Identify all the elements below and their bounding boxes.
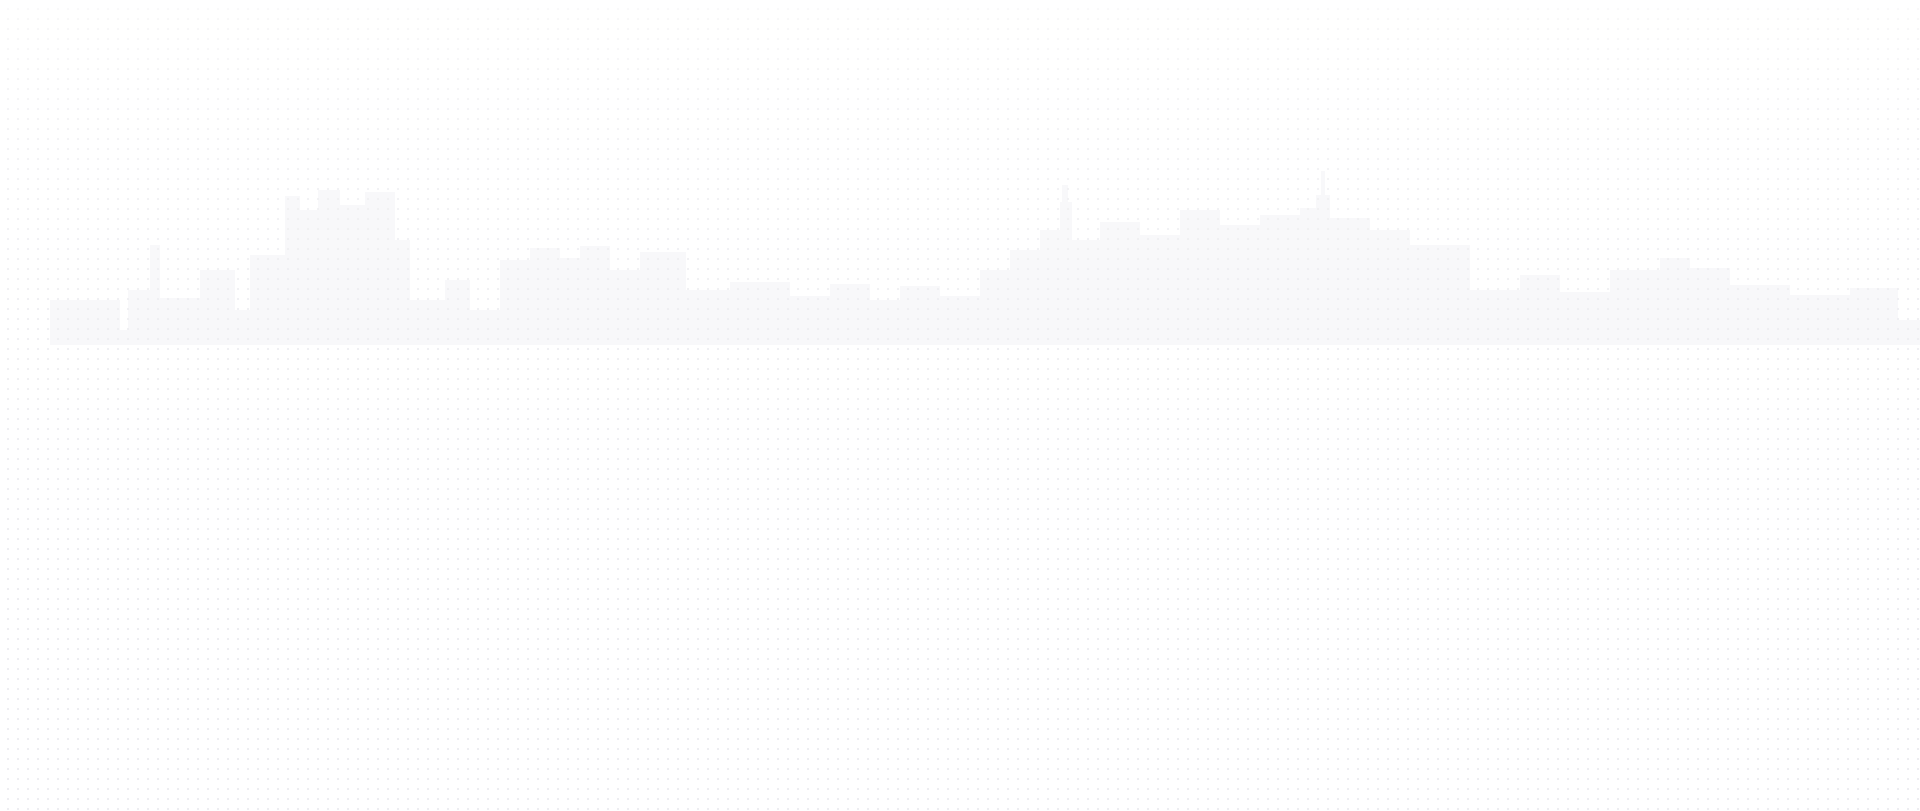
city-skyline-silhouette — [0, 171, 1920, 345]
city-skyline-icon — [0, 0, 1920, 360]
